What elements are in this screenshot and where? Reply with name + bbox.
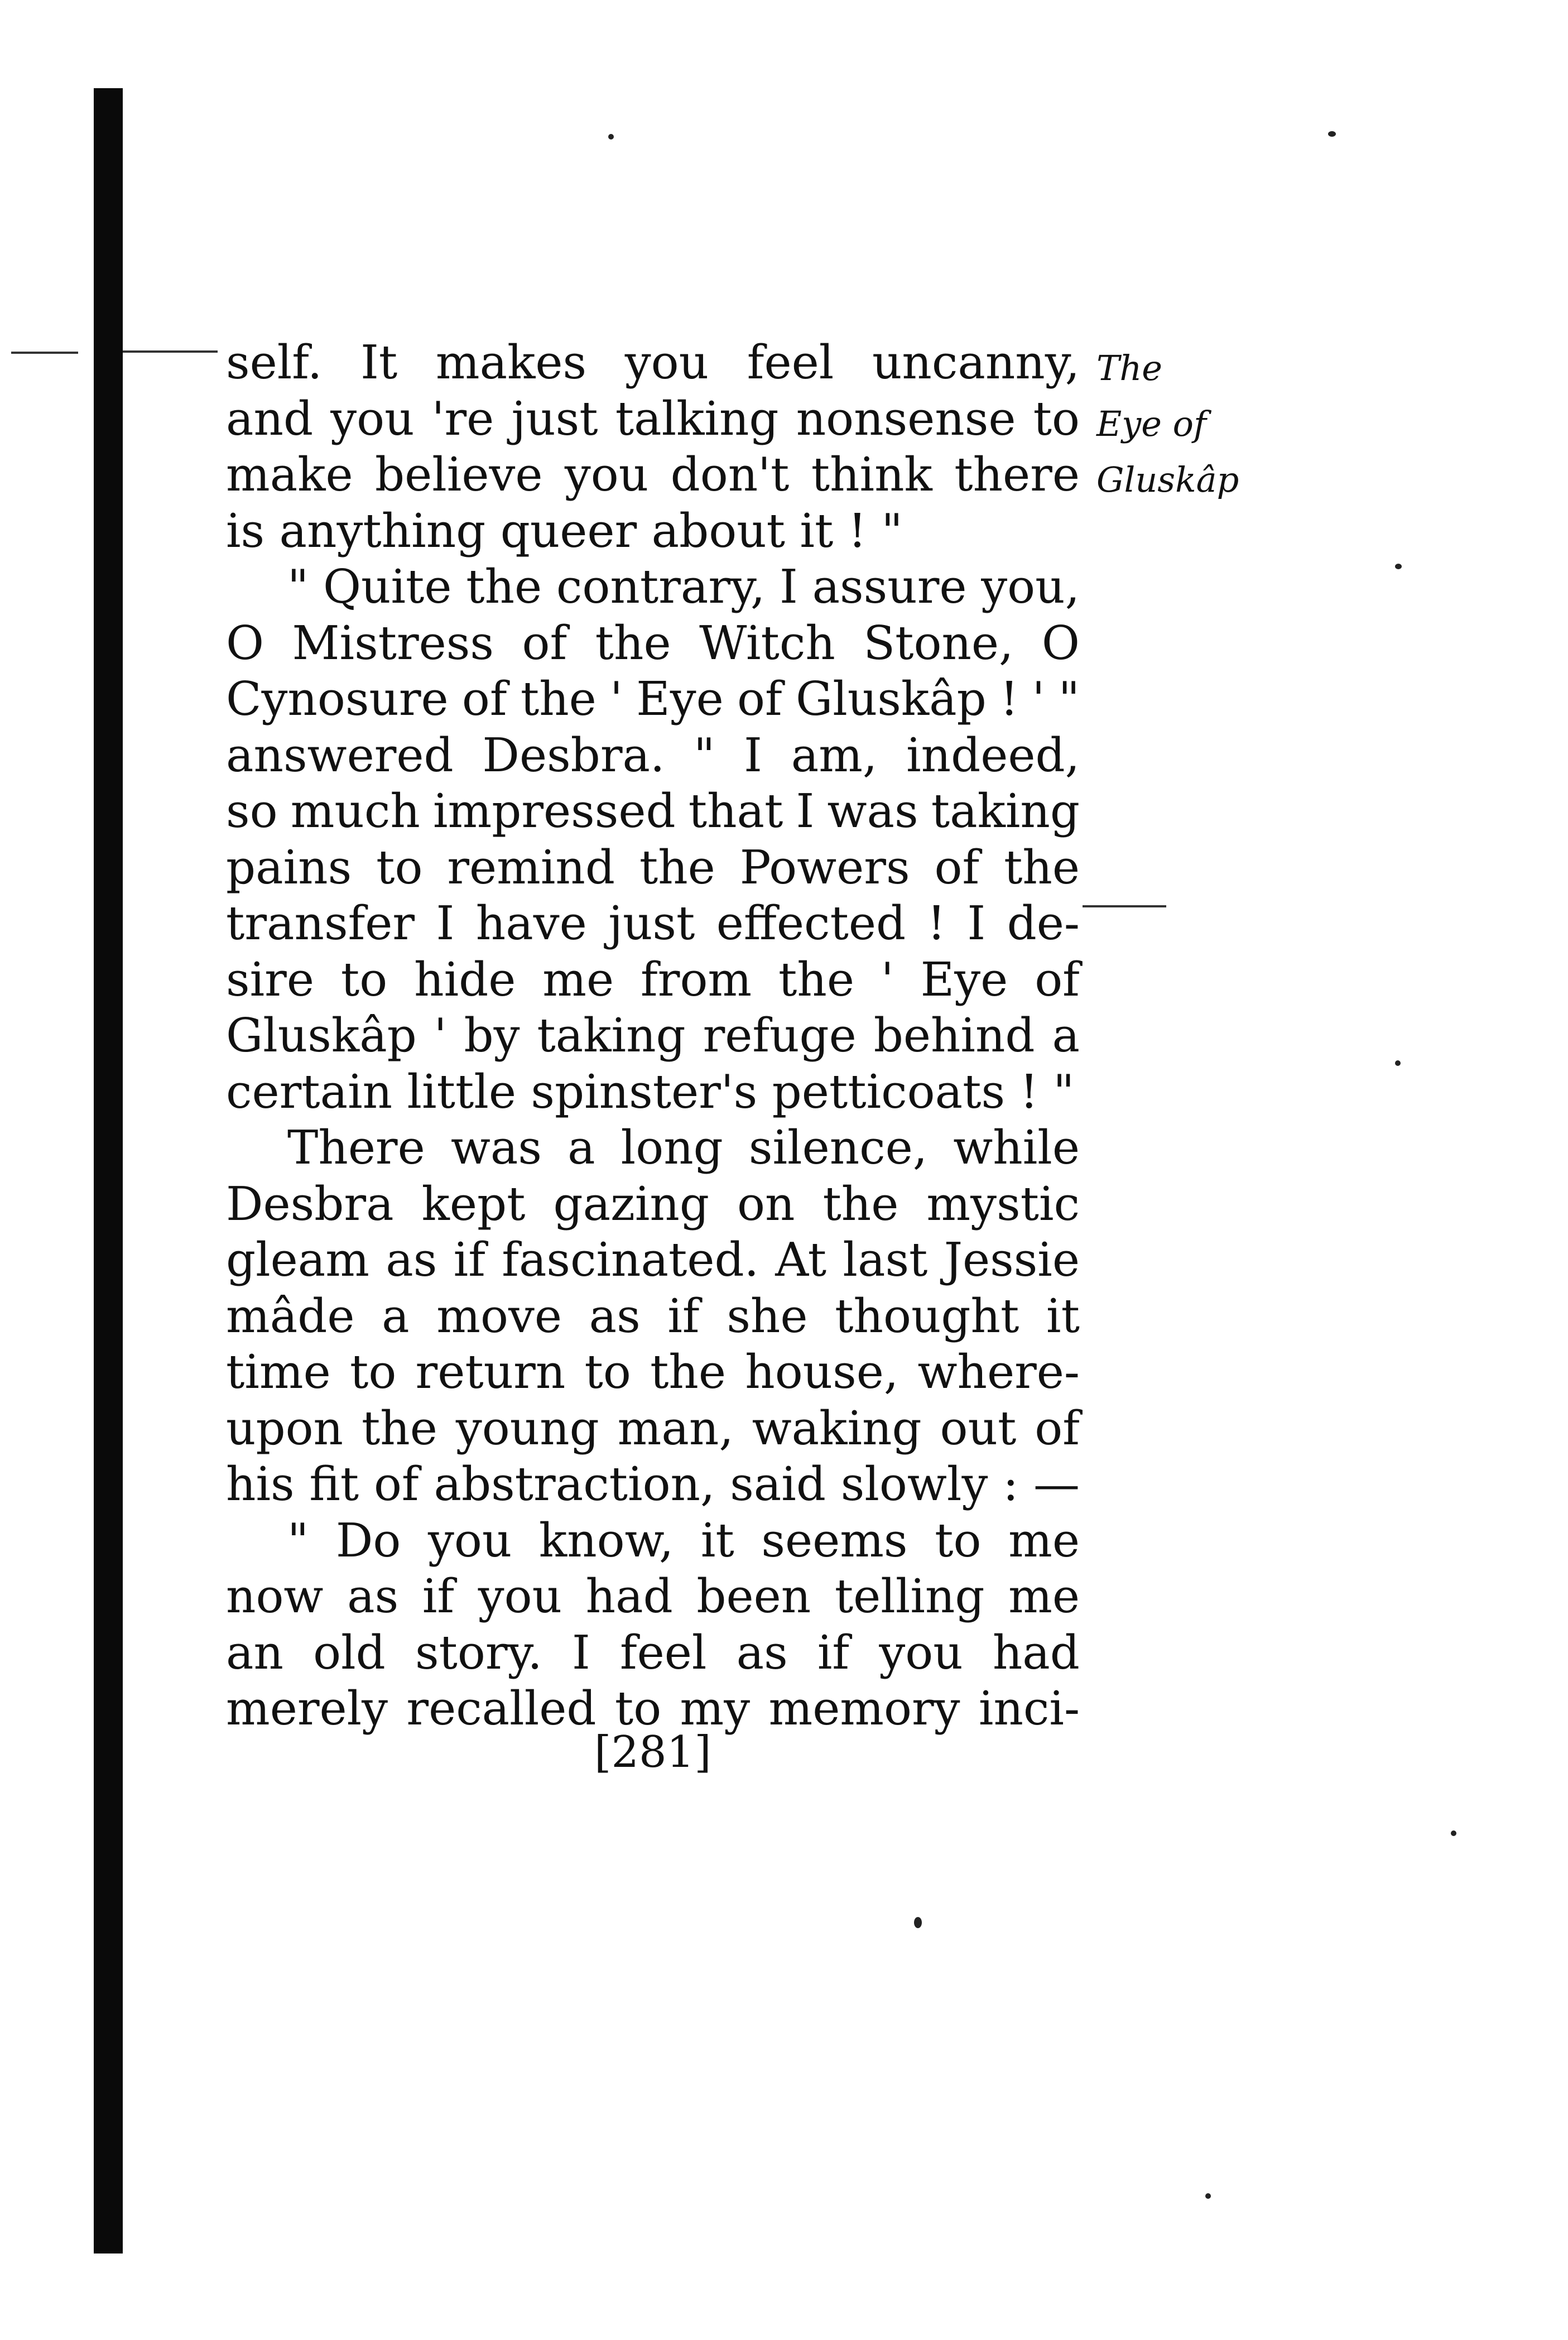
word: little: [407, 1064, 516, 1119]
word: anything: [279, 503, 486, 558]
word: man,: [617, 1401, 734, 1455]
scan-speck: [1451, 1830, 1456, 1836]
word: taking: [537, 1008, 686, 1063]
word: transfer: [226, 896, 415, 950]
word: :: [1003, 1457, 1019, 1511]
word: indeed,: [906, 728, 1080, 782]
word: de-: [1007, 896, 1080, 950]
word: ": [694, 728, 715, 782]
word: behind: [873, 1008, 1035, 1063]
word: believe: [375, 448, 543, 502]
word: me: [1008, 1569, 1080, 1623]
word: ": [1053, 1064, 1075, 1119]
word: ': [434, 1008, 447, 1063]
word: Desbra.: [482, 728, 665, 782]
word: think: [811, 448, 932, 502]
binding-shadow: [94, 88, 123, 2253]
word: kept: [421, 1176, 526, 1231]
text-line: [226, 1569, 1080, 1625]
word: talking: [615, 391, 779, 446]
text-line: [226, 1344, 1080, 1401]
text-line: [226, 1176, 1080, 1233]
word: to: [584, 1345, 631, 1399]
scan-speck: [1205, 2193, 1211, 2199]
text-line: [226, 503, 1080, 560]
word: as: [736, 1625, 788, 1680]
word: !: [927, 896, 946, 950]
word: Eye: [636, 672, 724, 726]
margin-dash-mark: [123, 350, 218, 353]
word: if: [817, 1625, 850, 1680]
word: There: [287, 1121, 425, 1175]
word: have: [475, 896, 587, 950]
sidenote-line: Eye of: [1096, 403, 1206, 444]
word: a: [382, 1289, 410, 1343]
word: ': [610, 672, 623, 726]
text-line: [226, 1120, 1080, 1176]
word: to: [1033, 391, 1080, 446]
word: the: [595, 616, 671, 670]
word: as: [386, 1233, 437, 1287]
scan-speck: [1395, 564, 1402, 569]
word: spinster's: [531, 1064, 758, 1119]
word: from: [641, 952, 752, 1007]
word: sire: [226, 952, 314, 1007]
text-line: [226, 616, 1080, 672]
word: hide: [414, 952, 516, 1007]
word: a: [567, 1121, 595, 1175]
word: to: [340, 952, 388, 1007]
text-line: [226, 952, 1080, 1008]
word: gazing: [553, 1176, 709, 1231]
word: 're: [431, 391, 494, 446]
sidenote-line: The: [1096, 348, 1162, 388]
word: return: [415, 1345, 566, 1399]
word: there: [954, 448, 1080, 502]
text-line: [226, 728, 1080, 784]
word: Do: [335, 1513, 401, 1568]
word: O: [1041, 616, 1080, 670]
word: !: [1000, 672, 1019, 726]
word: Desbra: [226, 1176, 394, 1231]
word: contrary,: [556, 560, 766, 614]
word: self.: [226, 335, 323, 390]
word: inci-: [978, 1681, 1080, 1736]
word: Gluskâp: [795, 672, 987, 726]
word: !: [848, 503, 867, 558]
word: ": [287, 1513, 309, 1568]
word: is: [226, 503, 265, 558]
word: by: [464, 1008, 520, 1063]
word: effected: [716, 896, 906, 950]
word: I: [571, 1625, 590, 1680]
word: answered: [226, 728, 454, 782]
text-line: [226, 559, 1080, 616]
word: of: [934, 840, 980, 895]
word: make: [226, 448, 353, 502]
word: had: [585, 1569, 673, 1623]
text-line: [226, 447, 1080, 503]
word: feel: [619, 1625, 707, 1680]
text-line: [226, 1401, 1080, 1457]
word: of: [522, 616, 567, 670]
word: the: [361, 1401, 437, 1455]
word: waking: [752, 1401, 922, 1455]
word: It: [360, 335, 398, 390]
word: it: [800, 503, 834, 558]
body-text: [226, 335, 1080, 1737]
word: said: [730, 1457, 826, 1511]
word: queer: [500, 503, 637, 558]
word: it: [700, 1513, 734, 1568]
word: you: [330, 391, 415, 446]
text-line: [226, 1513, 1080, 1569]
text-line: [226, 391, 1080, 448]
word: of: [461, 672, 507, 726]
text-line: [226, 1457, 1080, 1513]
word: you: [879, 1625, 963, 1680]
word: thought: [835, 1289, 1019, 1343]
word: an: [226, 1625, 283, 1680]
word: house,: [745, 1345, 899, 1399]
word: if: [422, 1569, 455, 1623]
word: uncanny,: [872, 335, 1080, 390]
text-line: [226, 1289, 1080, 1345]
word: I: [780, 560, 798, 614]
word: the: [823, 1176, 899, 1231]
word: Mistress: [292, 616, 494, 670]
word: been: [696, 1569, 811, 1623]
word: I: [436, 896, 455, 950]
word: makes: [435, 335, 587, 390]
word: slowly: [840, 1457, 988, 1511]
word: time: [226, 1345, 331, 1399]
word: At: [775, 1233, 827, 1287]
word: fit: [309, 1457, 359, 1511]
word: of: [737, 672, 782, 726]
word: it: [1046, 1289, 1080, 1343]
word: last: [843, 1233, 928, 1287]
word: story.: [415, 1625, 542, 1680]
scan-speck: [608, 134, 614, 140]
word: long: [621, 1121, 723, 1175]
word: to: [349, 1345, 397, 1399]
word: mystic: [926, 1176, 1080, 1231]
word: gleam: [226, 1233, 369, 1287]
word: ': [1032, 672, 1045, 726]
margin-dash-mark: [11, 352, 78, 354]
word: ': [881, 952, 894, 1007]
word: silence,: [748, 1121, 928, 1175]
word: you: [564, 448, 649, 502]
word: you: [427, 1513, 512, 1568]
word: I: [744, 728, 762, 782]
word: I: [967, 896, 986, 950]
word: his: [226, 1457, 295, 1511]
text-line: [226, 1232, 1080, 1289]
word: remind: [447, 840, 615, 895]
running-sidenote: [1096, 340, 1239, 508]
word: just: [608, 896, 695, 950]
word: on: [737, 1176, 795, 1231]
word: ": [1058, 672, 1080, 726]
word: know,: [538, 1513, 674, 1568]
word: Gluskâp: [226, 1008, 417, 1063]
word: if: [453, 1233, 485, 1287]
word: you: [624, 335, 709, 390]
word: impressed: [432, 784, 676, 838]
word: ": [287, 560, 309, 614]
word: Cynosure: [226, 672, 449, 726]
text-line: [226, 840, 1080, 896]
word: abstraction,: [434, 1457, 715, 1511]
word: a: [1052, 1008, 1080, 1063]
word: taking: [931, 784, 1080, 838]
word: —: [1033, 1457, 1080, 1511]
word: to: [376, 840, 423, 895]
word: the: [639, 840, 715, 895]
word: the: [520, 672, 597, 726]
word: the: [650, 1345, 727, 1399]
word: mâde: [226, 1289, 355, 1343]
word: refuge: [703, 1008, 857, 1063]
word: Quite: [323, 560, 452, 614]
word: now: [226, 1569, 324, 1623]
word: about: [651, 503, 786, 558]
word: Stone,: [863, 616, 1014, 670]
word: me: [542, 952, 614, 1007]
word: while: [953, 1121, 1080, 1175]
word: much: [290, 784, 420, 838]
word: the: [778, 952, 854, 1007]
margin-dash-mark: [1083, 905, 1166, 907]
word: upon: [226, 1401, 344, 1455]
word: nonsense: [796, 391, 1016, 446]
word: as: [589, 1289, 641, 1343]
word: Powers: [739, 840, 910, 895]
word: of: [373, 1457, 419, 1511]
word: pains: [226, 840, 352, 895]
word: am,: [791, 728, 878, 782]
word: memory: [768, 1681, 960, 1736]
word: you,: [981, 560, 1080, 614]
word: me: [1008, 1513, 1080, 1568]
word: ": [881, 503, 903, 558]
word: you: [478, 1569, 562, 1623]
word: that: [688, 784, 783, 838]
word: was: [450, 1121, 542, 1175]
word: petticoats: [772, 1064, 1006, 1119]
word: O: [226, 616, 264, 670]
word: where-: [917, 1345, 1080, 1399]
word: so: [226, 784, 278, 838]
word: the: [466, 560, 542, 614]
word: of: [1035, 952, 1080, 1007]
word: certain: [226, 1064, 393, 1119]
text-line: [226, 335, 1080, 391]
text-line: [226, 671, 1080, 728]
scan-speck: [914, 1917, 922, 1928]
text-line: [226, 1008, 1080, 1064]
word: seems: [761, 1513, 908, 1568]
word: Jessie: [944, 1233, 1080, 1287]
text-line: [226, 896, 1080, 952]
word: recalled: [406, 1681, 597, 1736]
word: Witch: [699, 616, 835, 670]
scan-speck: [1328, 131, 1336, 137]
word: to: [935, 1513, 982, 1568]
scan-speck: [1395, 1060, 1401, 1066]
page-number: [281]: [594, 1727, 711, 1777]
word: out: [940, 1401, 1017, 1455]
word: as: [347, 1569, 399, 1623]
word: Eye: [920, 952, 1008, 1007]
word: if: [667, 1289, 700, 1343]
word: was: [827, 784, 918, 838]
word: don't: [670, 448, 790, 502]
word: the: [1004, 840, 1080, 895]
word: my: [680, 1681, 751, 1736]
word: !: [1019, 1064, 1038, 1119]
text-line: [226, 1625, 1080, 1681]
word: of: [1035, 1401, 1080, 1455]
word: and: [226, 391, 314, 446]
word: she: [727, 1289, 808, 1343]
word: feel: [747, 335, 834, 390]
word: young: [455, 1401, 599, 1455]
word: assure: [812, 560, 967, 614]
word: I: [796, 784, 815, 838]
sidenote-line: Gluskâp: [1096, 459, 1239, 500]
word: fascinated.: [502, 1233, 759, 1287]
text-line: [226, 784, 1080, 840]
word: move: [436, 1289, 562, 1343]
word: just: [511, 391, 598, 446]
word: had: [992, 1625, 1080, 1680]
word: old: [313, 1625, 386, 1680]
word: merely: [226, 1681, 388, 1736]
word: telling: [834, 1569, 985, 1623]
text-line: [226, 1064, 1080, 1121]
word: to: [614, 1681, 662, 1736]
